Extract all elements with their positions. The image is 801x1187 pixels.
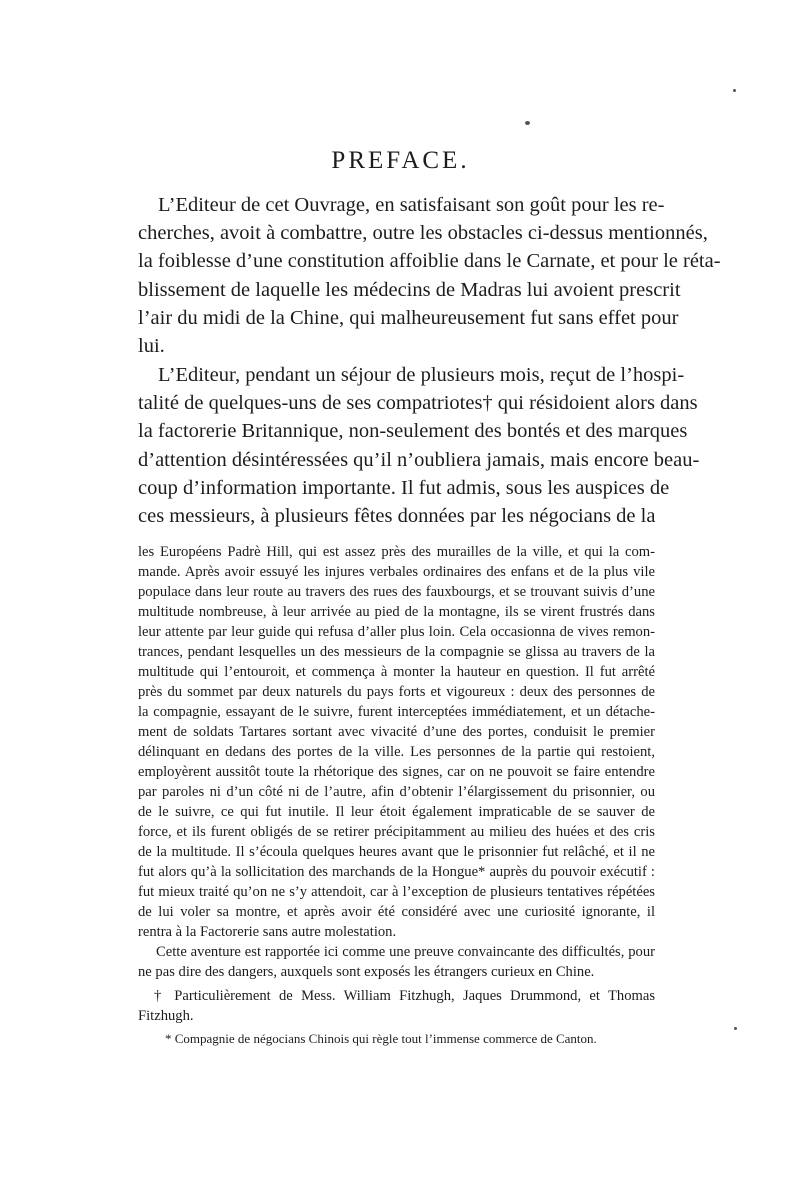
body-line: talité de quelques-uns de ses compatriotes† qui résidoient alors dans (138, 392, 698, 414)
body-line: coup d’information importante. Il fut admis, sous les auspices de (138, 477, 670, 499)
note-line: leur attente par leur guide qui refusa d’aller plus loin. Cela occasionna de vives remon- (138, 624, 655, 640)
note-line: rentra à la Factorerie sans autre molestation. (138, 924, 397, 940)
note-line: mande. Après avoir essuyé les injures verbales ordinaires des enfans et de la plus vile (138, 564, 655, 580)
note-line: délinquant en dedans des portes de la ville. Les personnes de la partie qui restoient, (138, 744, 655, 760)
note-line: Fitzhugh. (138, 1008, 194, 1024)
note-line: multitude nombreuse, à leur arrivée au pied de la montagne, ils se virent frustrés dans (138, 604, 655, 620)
note-line: par paroles ni d’un côté ni de l’autre, afin d’obtenir l’élargissement du prisonnier, ou (138, 784, 655, 800)
note-line: ne pas dire des dangers, auxquels sont exposés les étrangers curieux en Chine. (138, 964, 595, 980)
body-line: cherches, avoit à combattre, outre les obstacles ci-dessus mentionnés, (138, 222, 708, 244)
body-line: L’Editeur de cet Ouvrage, en satisfaisant son goût pour les re- (158, 194, 665, 216)
body-line: L’Editeur, pendant un séjour de plusieurs mois, reçut de l’hospi- (158, 364, 685, 386)
note-line: la compagnie, essayant de le suivre, furent interceptées immédiatement, et un détache- (138, 704, 655, 720)
note-line: force, et ils furent obligés de se retirer précipitamment au milieu des huées et des cris (138, 824, 655, 840)
ink-speck (734, 1027, 737, 1030)
note-line: de la multitude. Il s’écoula quelques heures avant que le prisonnier fut relâché, et il ne (138, 844, 655, 860)
body-line: ces messieurs, à plusieurs fêtes données par les négocians de la (138, 505, 656, 527)
note-line: trances, pendant lesquelles un des messieurs de la compagnie se glissa au travers de la (138, 644, 655, 660)
note-line: employèrent aussitôt toute la rhétorique des signes, car on ne pouvoit se faire entendre (138, 764, 655, 780)
footnote: * Compagnie de négocians Chinois qui règle tout l’immense commerce de Canton. (165, 1031, 597, 1046)
body-line: blissement de laquelle les médecins de Madras lui avoient prescrit (138, 279, 681, 301)
body-line: d’attention désintéressées qu’il n’oubliera jamais, mais encore beau- (138, 449, 700, 471)
ink-speck (525, 121, 530, 125)
body-line: lui. (138, 335, 165, 357)
body-line: la factorerie Britannique, non-seulement des bontés et des marques (138, 420, 688, 442)
ink-speck (733, 89, 736, 92)
note-line: populace dans leur route au travers des rues des fauxbourgs, et se trouvant suivis d’une (138, 584, 655, 600)
note-line: de le suivre, ce qui fut inutile. Il leur étoit également impraticable de se sauver de (138, 804, 655, 820)
page-title: PREFACE. (331, 147, 470, 174)
note-line: Cette aventure est rapportée ici comme une preuve convaincante des difficultés, pour (156, 944, 655, 960)
note-line: multitude qui l’entouroit, et commença à monter la hauteur en question. Il fut arrêté (138, 664, 655, 680)
note-line: fut mieux traité qu’on ne s’y attendoit, car à l’exception de plusieurs tentatives répétées (138, 884, 655, 900)
note-line: les Européens Padrè Hill, qui est assez près des murailles de la ville, et qui la com- (138, 544, 655, 560)
note-line: de lui voler sa montre, et après avoir été considéré avec une curiosité ignorante, il (138, 904, 655, 920)
note-line: près du sommet par deux naturels du pays forts et vigoureux : deux des personnes de (138, 684, 655, 700)
note-line: † Particulièrement de Mess. William Fitzhugh, Jaques Drummond, et Thomas (154, 988, 655, 1004)
note-line: ment de soldats Tartares sortant avec vivacité d’une des portes, conduisit le premier (138, 724, 655, 740)
note-line: fut alors qu’à la sollicitation des marchands de la Hongue* auprès du pouvoir exécutif : (138, 864, 655, 880)
body-line: la foiblesse d’une constitution affoiblie dans le Carnate, et pour le réta- (138, 250, 721, 272)
body-line: l’air du midi de la Chine, qui malheureusement fut sans effet pour (138, 307, 679, 329)
